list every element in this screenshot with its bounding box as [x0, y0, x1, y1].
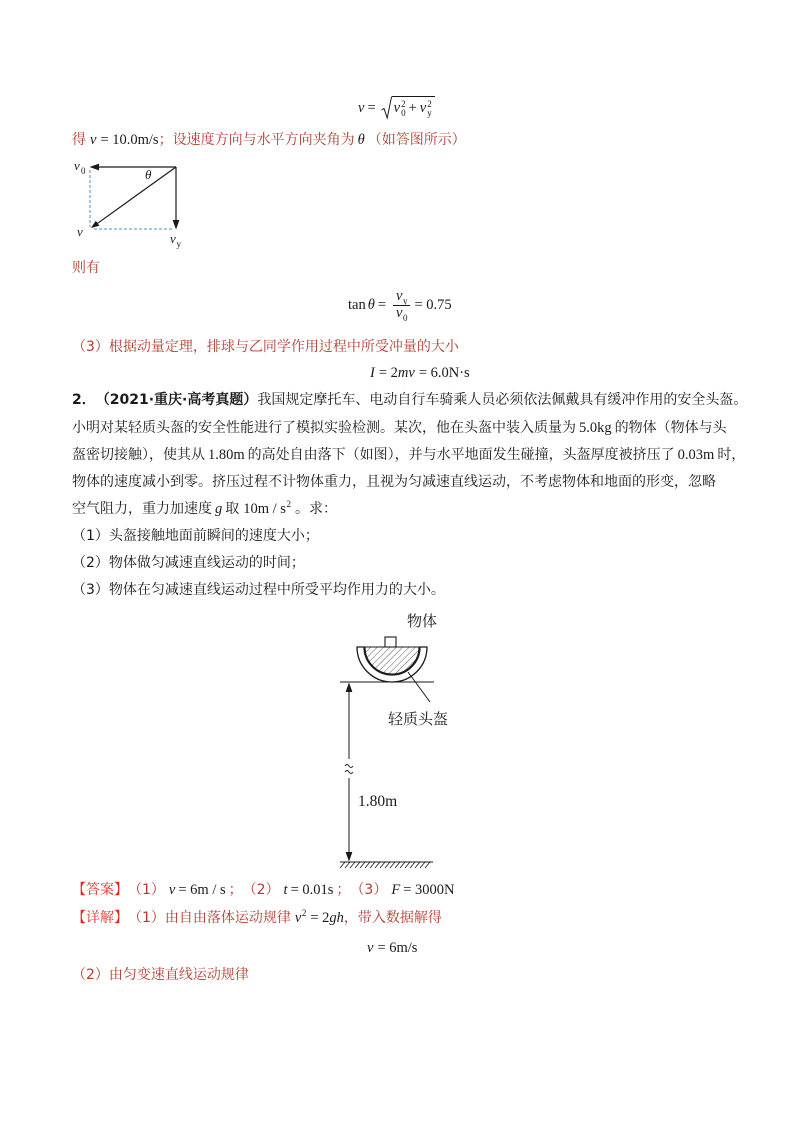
- answer-part1-value: = 6m / s: [178, 882, 226, 898]
- question-number: 2．: [72, 392, 96, 408]
- formula-speed-equals: =: [367, 99, 376, 116]
- question2-line5: [72, 499, 337, 519]
- gravity-value-sup: 2: [286, 499, 291, 509]
- tan-theta: θ: [367, 296, 375, 313]
- question2-line5-b: 取: [225, 501, 240, 517]
- speed-magnitude-formula: [358, 96, 435, 120]
- square-root: [381, 96, 435, 120]
- detail-step1-gh: gh: [329, 910, 344, 926]
- vy-arrowhead-icon: [173, 220, 180, 230]
- detail-step1-eq: = 2: [310, 910, 330, 926]
- formula-plus: +: [408, 100, 417, 116]
- tan-equals: =: [377, 296, 387, 313]
- then-text-label: 则有: [72, 260, 100, 276]
- dimension-break-icon: [345, 765, 353, 774]
- height-value: 1.80m: [208, 447, 245, 463]
- result-line: [72, 130, 466, 150]
- result-suffix: （如答图所示）: [367, 132, 466, 148]
- answer-part1-var: v: [168, 882, 176, 898]
- detail-result-var: v: [367, 939, 374, 956]
- gravity-symbol: g: [215, 501, 223, 517]
- vy-label: v: [170, 231, 176, 246]
- question2-line3-b: 的高处自由落下（如图），并与水平地面发生碰撞，头盔厚度被挤压了: [247, 447, 675, 463]
- detail-step1-tail: ，带入数据解得: [343, 910, 442, 926]
- answer-sep2: ；: [336, 882, 351, 898]
- compression-value: 0.03m: [677, 447, 715, 463]
- sub-question-2-text: （2）物体做匀减速直线运动的时间；: [72, 555, 305, 571]
- sub-question-3-text: （3）物体在匀减速直线运动过程中所受平均作用力的大小。: [72, 582, 445, 598]
- question2-line5-c: 。求：: [294, 501, 337, 517]
- step3-text: [72, 337, 459, 357]
- term-v0-symbol: v: [393, 100, 401, 116]
- result-prefix: 得: [72, 132, 86, 148]
- sub-question-2: [72, 553, 305, 573]
- impulse-formula: [370, 363, 470, 383]
- helmet-label: 轻质头盔: [388, 710, 449, 728]
- vy-label-sub: y: [176, 239, 181, 249]
- answer-part1-label: （1）: [128, 882, 165, 898]
- result-value: = 10.0m/s: [100, 132, 159, 148]
- question-source: （2021·重庆·高考真题）: [95, 392, 258, 408]
- tan-result: = 0.75: [414, 296, 452, 313]
- impulse-mv: mv: [397, 364, 415, 381]
- v-vector-line: [97, 167, 176, 224]
- result-text: ；设速度方向与水平方向夹角为: [158, 132, 355, 148]
- detail-line: [72, 908, 442, 928]
- question2-line3: [72, 445, 745, 465]
- impulse-eq2: = 6.0N·s: [418, 364, 470, 381]
- term-v0-sup: 2: [401, 98, 406, 109]
- term-v0-sub: 0: [401, 107, 406, 118]
- term-vy-sup: 2: [427, 98, 432, 109]
- detail-result-formula: [367, 938, 417, 958]
- answer-part2-label: （2）: [242, 882, 280, 898]
- answer-sep1: ；: [228, 882, 243, 898]
- v-label: v: [77, 224, 83, 239]
- tan-func: tan: [348, 296, 366, 313]
- result-theta: θ: [357, 132, 365, 148]
- fraction-numerator: [393, 289, 410, 306]
- question2-line4: [72, 472, 716, 492]
- impulse-lhs: I: [370, 364, 375, 381]
- question2-line2-a: 小明对某轻质头盔的安全性能进行了模拟实验检测。某次，他在头盔中装入质量为: [72, 420, 576, 436]
- question2-line2: [72, 418, 727, 438]
- impulse-eq1: = 2: [378, 364, 398, 381]
- dimension-arrow-bottom-icon: [346, 852, 353, 862]
- then-text: [72, 258, 100, 278]
- term-vy-sub: y: [427, 107, 432, 118]
- object-knob: [385, 637, 396, 647]
- answer-line: [72, 880, 457, 900]
- answer-part3-label: （3）: [350, 882, 388, 898]
- answer-part3-value: = 3000N: [403, 882, 455, 898]
- ground-hatch: [340, 862, 430, 868]
- tan-fraction: [393, 289, 410, 322]
- term-v0-indices: [401, 100, 406, 118]
- detail-tag: 【详解】: [72, 910, 128, 926]
- radical-sign-icon: [381, 96, 392, 120]
- formula-speed-lhs: v: [358, 99, 365, 116]
- v0-arrowhead-icon: [90, 164, 100, 171]
- helmet-leader-line: [408, 672, 430, 702]
- sub-question-3: [72, 580, 445, 600]
- detail-step1-var: v: [294, 910, 302, 926]
- answer-part2-value: = 0.01s: [290, 882, 334, 898]
- detail-step2-text: （2）由匀变速直线运动规律: [72, 967, 249, 983]
- gravity-value: 10m / s: [243, 501, 286, 517]
- theta-label: θ: [145, 167, 152, 182]
- answer-part3-var: F: [391, 882, 401, 898]
- question2-line3-c: 时，: [717, 447, 746, 463]
- mass-value: 5.0kg: [579, 420, 612, 436]
- height-label: 1.80m: [358, 793, 398, 810]
- step3-text-label: （3）根据动量定理，排球与乙同学作用过程中所受冲量的大小: [72, 339, 459, 355]
- question2-line1: [72, 390, 747, 410]
- question2-line5-a: 空气阻力，重力加速度: [72, 501, 212, 517]
- sub-question-1-text: （1）头盔接触地面前瞬间的速度大小；: [72, 528, 319, 544]
- question2-line2-b: 的物体（物体与头: [614, 420, 727, 436]
- tan-theta-formula: [348, 289, 452, 321]
- question2-line3-a: 盔密切接触），使其从: [72, 447, 205, 463]
- v-arrowhead-icon: [91, 221, 99, 228]
- v0-label: v: [74, 158, 80, 173]
- v0-label-sub: 0: [81, 166, 86, 176]
- detail-result-value: = 6m/s: [377, 939, 418, 956]
- question2-line4-text: 物体的速度减小到零。挤压过程不计物体重力，且视为匀减速直线运动，不考虑物体和地面的形变，忽略: [72, 474, 716, 490]
- answer-tag: 【答案】: [72, 882, 128, 898]
- term-vy-symbol: v: [419, 100, 427, 116]
- question2-line1-text: 我国规定摩托车、电动自行车骑乘人员必须依法佩戴具有缓冲作用的安全头盔。: [257, 392, 748, 408]
- numerator-sub: y: [402, 295, 408, 306]
- numerator-symbol: v: [396, 287, 403, 304]
- object-label: 物体: [407, 612, 438, 630]
- velocity-vector-diagram: [70, 152, 195, 252]
- result-var: v: [90, 132, 97, 148]
- detail-step1-text: （1）由自由落体运动规律: [128, 910, 291, 926]
- answer-part2-var: t: [283, 882, 288, 898]
- fraction-denominator: [393, 306, 410, 322]
- detail-step1-sup: 2: [301, 908, 307, 918]
- helmet-drop-figure: [330, 605, 470, 875]
- sqrt-radicand: [392, 96, 435, 120]
- denominator-symbol: v: [396, 304, 403, 321]
- detail-step2: [72, 965, 249, 985]
- sub-question-1: [72, 526, 319, 546]
- denominator-sub: 0: [402, 312, 408, 323]
- term-vy-indices: [427, 100, 432, 118]
